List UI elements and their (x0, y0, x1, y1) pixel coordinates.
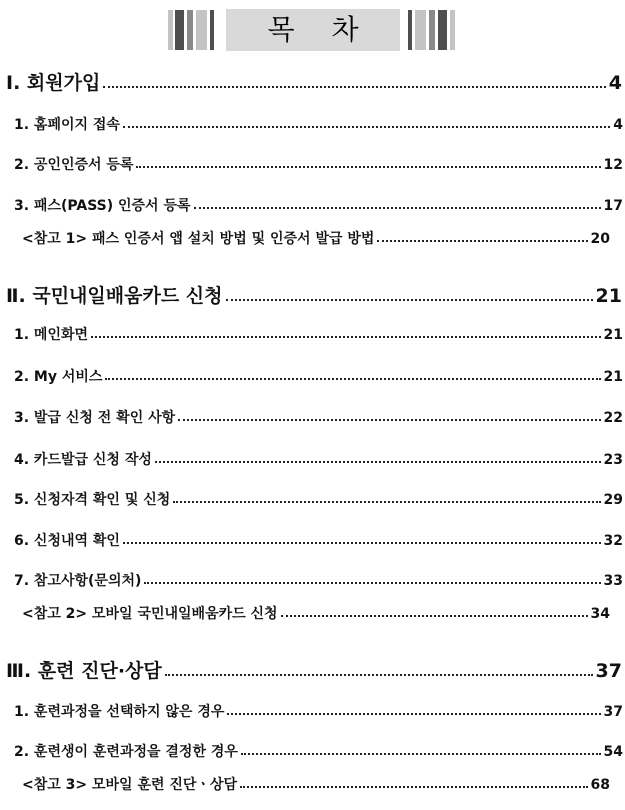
page-number: 21 (603, 327, 623, 343)
right-decoration-bars (408, 10, 460, 50)
deco-bar (450, 10, 455, 50)
deco-bar (408, 10, 412, 50)
toc-item[interactable] (14, 407, 623, 427)
page-number: 68 (590, 777, 610, 793)
dot-leader (105, 377, 600, 380)
toc-note[interactable] (22, 228, 610, 248)
toc-item[interactable] (14, 114, 623, 134)
page-number: 29 (603, 492, 623, 508)
page-number: 4 (608, 72, 622, 94)
dot-leader (165, 673, 593, 676)
toc-item[interactable] (14, 366, 623, 386)
toc-item[interactable] (14, 449, 623, 469)
toc-entry-text: <참고 3> 모바일 훈련 진단ㆍ상담 (22, 777, 237, 793)
toc-entry-text: 5. 신청자격 확인 및 신청 (14, 492, 171, 508)
toc-item[interactable] (14, 741, 623, 761)
page-number: 33 (603, 573, 623, 589)
deco-bar (168, 10, 173, 50)
toc-entry-text: 4. 카드발급 신청 작성 (14, 452, 152, 468)
page-number: 37 (603, 704, 623, 720)
toc-note[interactable] (22, 774, 610, 794)
deco-bar (187, 10, 193, 50)
deco-bar (429, 10, 435, 50)
dot-leader (103, 85, 605, 88)
page-number: 20 (590, 231, 610, 247)
toc-entry-text: 2. 훈련생이 훈련과정을 결정한 경우 (14, 744, 238, 760)
toc-item[interactable] (14, 701, 623, 721)
toc-entry-text: 6. 신청내역 확인 (14, 533, 120, 549)
page-number: 54 (603, 744, 623, 760)
toc-entry-text: 1. 훈련과정을 선택하지 않은 경우 (14, 704, 225, 720)
dot-leader (136, 165, 600, 168)
toc-chapter[interactable] (6, 656, 622, 683)
left-decoration-bars (168, 10, 218, 50)
toc-entry-text: 3. 패스(PASS) 인증서 등록 (14, 198, 191, 214)
toc-entry-text: <참고 2> 모바일 국민내일배움카드 신청 (22, 606, 278, 622)
deco-bar (210, 10, 214, 50)
deco-bar (196, 10, 207, 50)
dot-leader (144, 581, 600, 584)
toc-item[interactable] (14, 195, 623, 215)
deco-bar (175, 10, 184, 50)
toc-entry-text: Ⅲ. 훈련 진단·상담 (6, 660, 162, 682)
toc-item[interactable] (14, 570, 623, 590)
dot-leader (194, 206, 601, 209)
page-number: 12 (603, 157, 623, 173)
page-number: 23 (603, 452, 623, 468)
dot-leader (240, 785, 588, 788)
toc-entry-text: 2. My 서비스 (14, 369, 103, 385)
toc-item[interactable] (14, 154, 623, 174)
page-number: 22 (603, 410, 623, 426)
toc-header (0, 6, 625, 54)
toc-chapter[interactable] (6, 68, 622, 95)
page-number: 17 (603, 198, 623, 214)
page-number: 21 (603, 369, 623, 385)
toc-entry-text: 3. 발급 신청 전 확인 사항 (14, 410, 176, 426)
toc-item[interactable] (14, 530, 623, 550)
toc-title: 목 차 (226, 9, 400, 51)
dot-leader (226, 298, 593, 301)
page-number: 21 (595, 285, 622, 307)
dot-leader (91, 335, 600, 338)
dot-leader (123, 541, 601, 544)
dot-leader (155, 460, 601, 463)
dot-leader (173, 500, 600, 503)
toc-item[interactable] (14, 324, 623, 344)
page-number: 4 (613, 117, 623, 133)
dot-leader (241, 752, 601, 755)
toc-note[interactable] (22, 603, 610, 623)
deco-bar (415, 10, 426, 50)
toc-chapter[interactable] (6, 281, 622, 308)
toc-entry-text: <참고 1> 패스 인증서 앱 설치 방법 및 인증서 발급 방법 (22, 231, 375, 247)
page-number: 32 (603, 533, 623, 549)
dot-leader (281, 614, 588, 617)
page-number: 34 (590, 606, 610, 622)
toc-item[interactable] (14, 489, 623, 509)
toc-entry-text: 7. 참고사항(문의처) (14, 573, 142, 589)
dot-leader (123, 125, 610, 128)
page-number: 37 (595, 660, 622, 682)
toc-entry-text: 1. 메인화면 (14, 327, 89, 343)
toc-entry-text: 1. 홈페이지 접속 (14, 117, 120, 133)
toc-entry-text: Ⅱ. 국민내일배움카드 신청 (6, 285, 223, 307)
dot-leader (178, 418, 600, 421)
toc-entry-text: 2. 공인인증서 등록 (14, 157, 134, 173)
deco-bar (438, 10, 447, 50)
dot-leader (227, 712, 600, 715)
dot-leader (377, 239, 587, 242)
toc-entry-text: Ⅰ. 회원가입 (6, 72, 101, 94)
